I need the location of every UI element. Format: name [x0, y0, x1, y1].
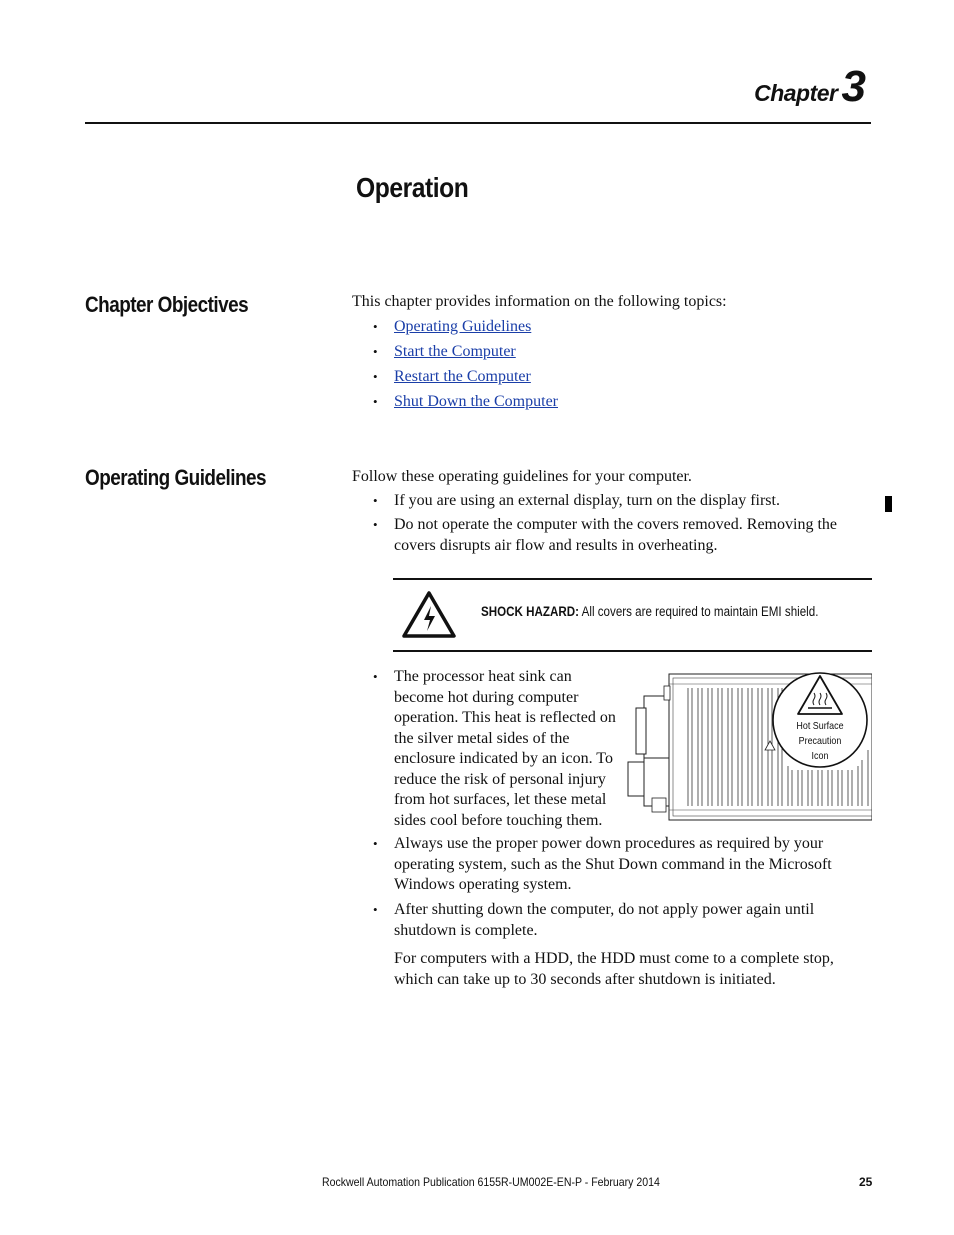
link-shut-down-the-computer[interactable]: Shut Down the Computer	[394, 393, 558, 410]
guideline-item: • Always use the proper power down procedures as required by your operating system, such as the Shut Down command in the Microsoft Windows operating system.	[352, 834, 842, 896]
hazard-label: SHOCK HAZARD:	[481, 604, 580, 619]
link-operating-guidelines[interactable]: Operating Guidelines	[394, 318, 532, 335]
chapter-label	[754, 62, 866, 112]
section-heading-operating-guidelines: Operating Guidelines	[85, 465, 267, 490]
page-title: Operation	[356, 172, 469, 203]
text-line: the silver metal sides of the	[394, 729, 570, 747]
text-line: enclosure indicated by an icon. To	[394, 750, 613, 767]
guidelines-list-bottom	[352, 834, 852, 941]
callout-line: Hot Surface	[796, 720, 844, 732]
hot-surface-callout-label	[789, 719, 850, 764]
guidelines-section-bottom	[352, 834, 852, 990]
guideline-item: • If you are using an external display, turn on the display first.	[352, 491, 852, 512]
shock-hazard-icon	[401, 590, 457, 640]
hot-surface-figure	[626, 670, 872, 825]
text-line: sides cool before touching them.	[394, 811, 603, 829]
footer-page-number: 25	[859, 1175, 873, 1189]
section-heading-chapter-objectives: Chapter Objectives	[85, 292, 249, 317]
chapter-rule	[85, 122, 871, 124]
text-line: from hot surfaces, let these metal	[394, 791, 607, 808]
revision-change-bar	[885, 496, 892, 512]
link-start-the-computer[interactable]: Start the Computer	[394, 343, 516, 360]
guidelines-list-top	[352, 491, 852, 557]
hdd-note: For computers with a HDD, the HDD must come to a complete stop, which can take up to 30 seconds after shutdown is initiated.	[394, 950, 834, 988]
text-line: reduce the risk of personal injury	[394, 770, 606, 788]
text-line: • The processor heat sink can	[394, 668, 572, 685]
guideline-item: • After shutting down the computer, do not apply power again until shutdown is complete.	[352, 900, 842, 941]
topic-list-item	[352, 367, 872, 388]
chapter-word: Chapter	[754, 80, 838, 106]
footer-publication: Rockwell Automation Publication 6155R-UM002E-EN-P - February 2014	[322, 1175, 660, 1189]
text-line: become hot during computer	[394, 688, 579, 706]
topic-list-item	[352, 392, 872, 413]
objectives-section	[352, 292, 872, 413]
text-line: operation. This heat is reflected on	[394, 709, 616, 726]
guideline-item	[352, 667, 622, 831]
guideline-heat-sink	[352, 667, 622, 831]
callout-line: Precaution Icon	[798, 735, 842, 762]
topic-list-item	[352, 342, 872, 363]
hazard-message: All covers are required to maintain EMI shield.	[579, 604, 819, 619]
topic-list-item	[352, 317, 872, 338]
objectives-intro: This chapter provides information on the following topics:	[352, 293, 727, 310]
guideline-item: • Do not operate the computer with the covers removed. Removing the covers disrupts air flow and results in overheating.	[352, 515, 854, 556]
guidelines-intro: Follow these operating guidelines for your computer.	[352, 468, 692, 485]
guidelines-section	[352, 467, 852, 556]
objectives-topic-list	[352, 317, 872, 413]
chapter-number: 3	[841, 62, 866, 111]
hazard-text	[481, 604, 818, 619]
shock-hazard-notice	[393, 578, 872, 652]
link-restart-the-computer[interactable]: Restart the Computer	[394, 368, 531, 385]
